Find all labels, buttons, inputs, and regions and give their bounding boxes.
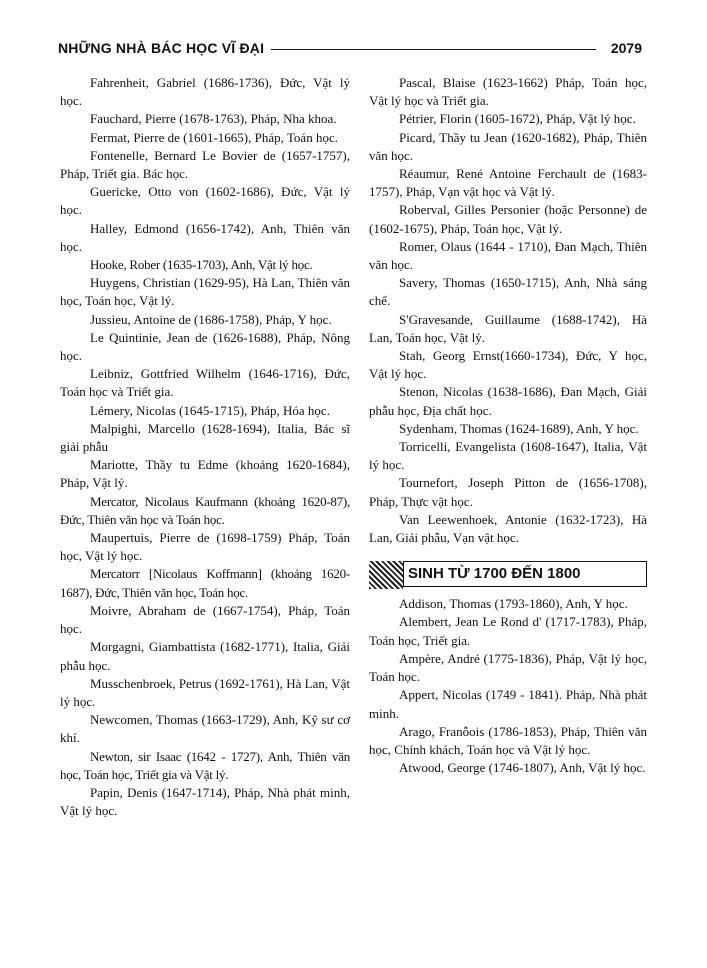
section-title: SINH TỪ 1700 ĐẾN 1800 (408, 565, 581, 583)
entry: Addison, Thomas (1793-1860), Anh, Y học. (399, 596, 628, 612)
section-heading (369, 559, 647, 589)
entry: Huygens, Christian (1629-95), Hà Lan, Thiên văn học, Toán học, Vật lý. (60, 275, 350, 309)
entry: Mercator, Nicolaus Kaufmann (khoảng 1620-87), Đức, Thiên văn học và Toán học. (60, 493, 350, 527)
entry: Ampère, André (1775-1836), Pháp, Vật lý học, Toán học. (369, 650, 647, 685)
entry: Arago, Franỗois (1786-1853), Pháp, Thiên văn học, Chính khách, Toán học và Vật lý học. (369, 723, 647, 757)
entry: Fermat, Pierre de (1601-1665), Pháp, Toán học. (90, 129, 338, 145)
entry: Alembert, Jean Le Rond d' (1717-1783), Pháp, Toán học, Triết gia. (369, 614, 647, 648)
running-title: NHỮNG NHÀ BÁC HỌC VĨ ĐẠI (58, 40, 265, 56)
entry: Lémery, Nicolas (1645-1715), Pháp, Hóa học. (90, 402, 330, 418)
entry: Morgagni, Giambattista (1682-1771), Italia, Giải phẫu học. (60, 639, 350, 673)
header-rule (271, 49, 596, 50)
entry: Newton, sir Isaac (1642 - 1727), Anh, Thiên văn học, Toán học, Triết gia và Vật lý. (60, 748, 350, 782)
entry: Halley, Edmond (1656-1742), Anh, Thiên văn học. (60, 220, 350, 254)
page-header (58, 40, 642, 62)
entry: Malpighi, Marcello (1628-1694), Italia, Bác sĩ giải phẫu (60, 420, 350, 455)
entry: Appert, Nicolas (1749 - 1841). Pháp, Nhà phát minh. (369, 687, 647, 721)
entry: Moivre, Abraham de (1667-1754), Pháp, Toán học. (60, 602, 350, 637)
entry: Mariotte, Thầy tu Edme (khoảng 1620-1684), Pháp, Vật lý. (60, 457, 350, 491)
entry: Pétrier, Florin (1605-1672), Pháp, Vật lý học. (399, 111, 636, 127)
entry: Van Leewenhoek, Antonie (1632-1723), Hà Lan, Giải phẫu, Vạn vật học. (369, 511, 647, 546)
entry: Picard, Thầy tu Jean (1620-1682), Pháp, Thiên văn học. (369, 129, 647, 163)
section-ornament (369, 561, 403, 589)
right-column (369, 74, 647, 777)
section-title-box (403, 561, 647, 587)
entry: Mercatorr [Nicolaus Koffmann] (khoảng 1620-1687), Đức, Thiên văn học, Toán học. (60, 566, 350, 600)
page-number: 2079 (610, 40, 642, 56)
entry: Le Quintinie, Jean de (1626-1688), Pháp, Nông học. (60, 329, 350, 364)
entry: Roberval, Gilles Personier (hoặc Personne) de (1602-1675), Pháp, Toán học, Vật lý. (369, 202, 647, 236)
entry: Fontenelle, Bernard Le Bovier de (1657-1757), Pháp, Triết gia. Bác học. (60, 147, 350, 182)
entry: Papin, Denis (1647-1714), Pháp, Nhà phát minh, Vật lý học. (60, 784, 350, 819)
entry: Sydenham, Thomas (1624-1689), Anh, Y học. (399, 420, 639, 436)
entry: Fauchard, Pierre (1678-1763), Pháp, Nha khoa. (90, 111, 337, 127)
entry: Newcomen, Thomas (1663-1729), Anh, Kỹ sư cơ khí. (60, 712, 350, 746)
entry: Jussieu, Antoine de (1686-1758), Pháp, Y học. (90, 311, 332, 327)
entry: Hooke, Rober (1635-1703), Anh, Vật lý học. (90, 257, 313, 273)
entry: Réaumur, René Antoine Ferchault de (1683-1757), Pháp, Vạn vật học và Vật lý. (369, 166, 647, 200)
entry: Fahrenheit, Gabriel (1686-1736), Đức, Vật lý học. (60, 75, 350, 109)
entry: Tournefort, Joseph Pitton de (1656-1708), Pháp, Thực vật học. (369, 475, 647, 509)
entry: Musschenbroek, Petrus (1692-1761), Hà Lan, Vật lý học. (60, 675, 350, 709)
entry: Stah, Georg Ernst(1660-1734), Đức, Y học, Vật lý học. (369, 348, 647, 382)
entry: Romer, Olaus (1644 - 1710), Đan Mạch, Thiên văn học. (369, 238, 647, 273)
entry: Pascal, Blaise (1623-1662) Pháp, Toán học, Vật lý học và Triết gia. (369, 75, 647, 109)
entry: Stenon, Nicolas (1638-1686), Đan Mạch, Giải phẫu học, Địa chất học. (369, 384, 647, 418)
entry: Atwood, George (1746-1807), Anh, Vật lý học. (399, 760, 646, 776)
entry: Maupertuis, Pierre de (1698-1759) Pháp, Toán học, Vật lý học. (60, 530, 350, 564)
entry: S'Gravesande, Guillaume (1688-1742), Hà Lan, Toán học, Vật lý. (369, 311, 647, 345)
entry: Torricelli, Evangelista (1608-1647), Italia, Vật lý học. (369, 439, 647, 473)
entry: Guericke, Otto von (1602-1686), Đức, Vật lý học. (60, 184, 350, 218)
entry: Savery, Thomas (1650-1715), Anh, Nhà sáng chế. (369, 275, 647, 309)
entry: Leibniz, Gottfried Wilhelm (1646-1716), Đức, Toán học và Triết gia. (60, 366, 350, 400)
left-column (60, 74, 350, 820)
